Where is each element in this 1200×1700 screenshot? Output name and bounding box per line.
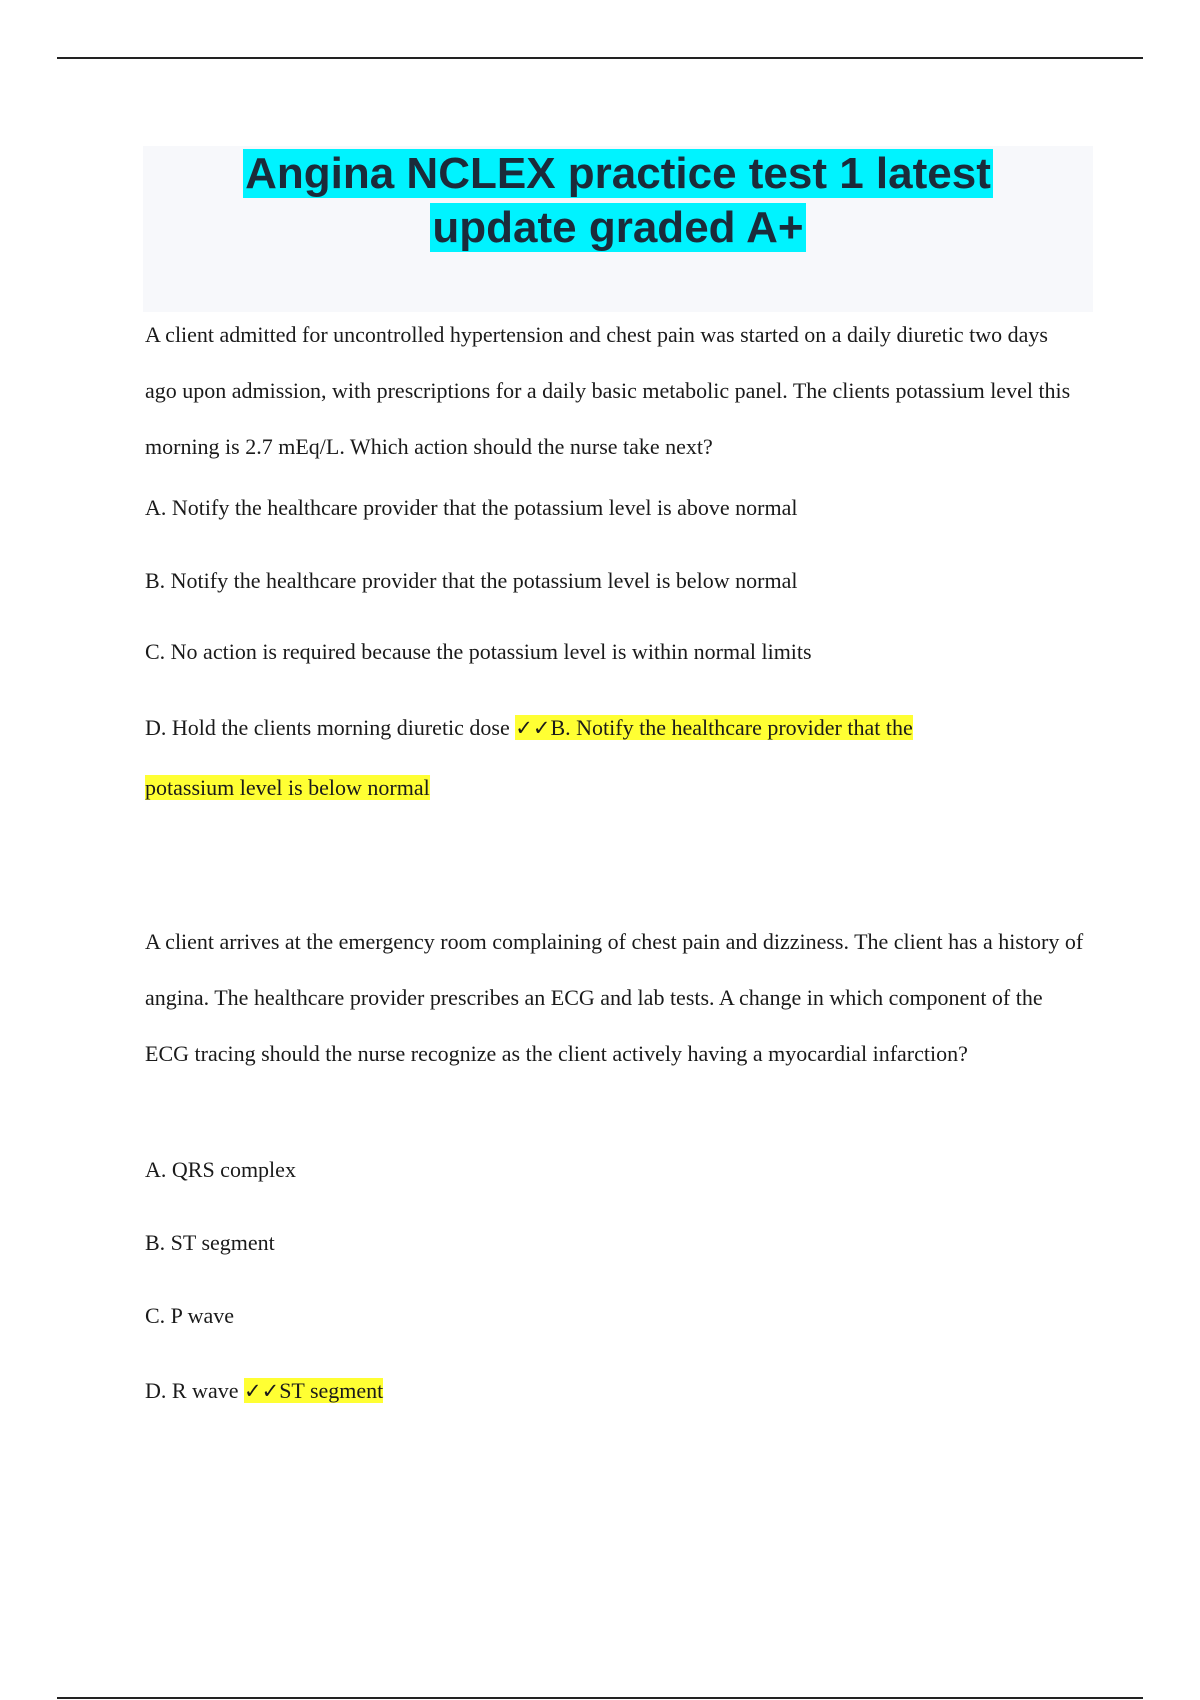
question-2-answer-highlight xyxy=(244,1378,383,1403)
question-1-answer-part-2: potassium level is below normal xyxy=(145,775,430,800)
top-rule xyxy=(57,57,1143,59)
question-1-option-b: B. Notify the healthcare provider that the potassium level is below normal xyxy=(145,568,798,593)
title-line-1-text: Angina NCLEX practice test 1 latest xyxy=(245,149,991,198)
bottom-rule xyxy=(57,1697,1143,1699)
question-2-option-c: C. P wave xyxy=(145,1303,235,1328)
question-1-answer-highlight xyxy=(515,715,912,740)
question-2-option-a: A. QRS complex xyxy=(145,1157,296,1182)
title-block xyxy=(143,146,1093,312)
title-line-1 xyxy=(143,148,1093,200)
check-mark-icon: ✓✓ xyxy=(243,1379,280,1403)
question-1-option-d-line xyxy=(145,713,1105,743)
title-line-2-text: update graded A+ xyxy=(432,203,804,252)
question-1-answer-part-1: B. Notify the healthcare provider that the xyxy=(550,715,913,740)
question-2-stem: A client arrives at the emergency room complaining of chest pain and dizziness. The client has a history of angina. The healthcare provider prescribes an ECG and lab tests. A change in which component of the ECG tracing should the nurse recognize as the client actively having a myocardial infarction? xyxy=(145,929,1084,1066)
question-1-answer-line-2 xyxy=(145,773,1105,803)
question-1-option-d: D. Hold the clients morning diuretic dose xyxy=(145,715,516,740)
question-1-option-c: C. No action is required because the potassium level is within normal limits xyxy=(145,639,812,664)
check-mark-icon: ✓✓ xyxy=(515,716,551,740)
question-2-option-d-line xyxy=(145,1376,1105,1406)
question-2-option-b: B. ST segment xyxy=(145,1230,275,1255)
question-2-option-d: D. R wave xyxy=(145,1378,244,1403)
question-2-answer: ST segment xyxy=(279,1378,384,1403)
question-1-option-a: A. Notify the healthcare provider that the potassium level is above normal xyxy=(145,495,798,520)
question-1-stem: A client admitted for uncontrolled hypertension and chest pain was started on a daily diuretic two days ago upon admission, with prescriptions for a daily basic metabolic panel. The clients potassium level this morning is 2.7 mEq/L. Which action should the nurse take next? xyxy=(145,322,1071,459)
title-line-2 xyxy=(143,202,1093,254)
